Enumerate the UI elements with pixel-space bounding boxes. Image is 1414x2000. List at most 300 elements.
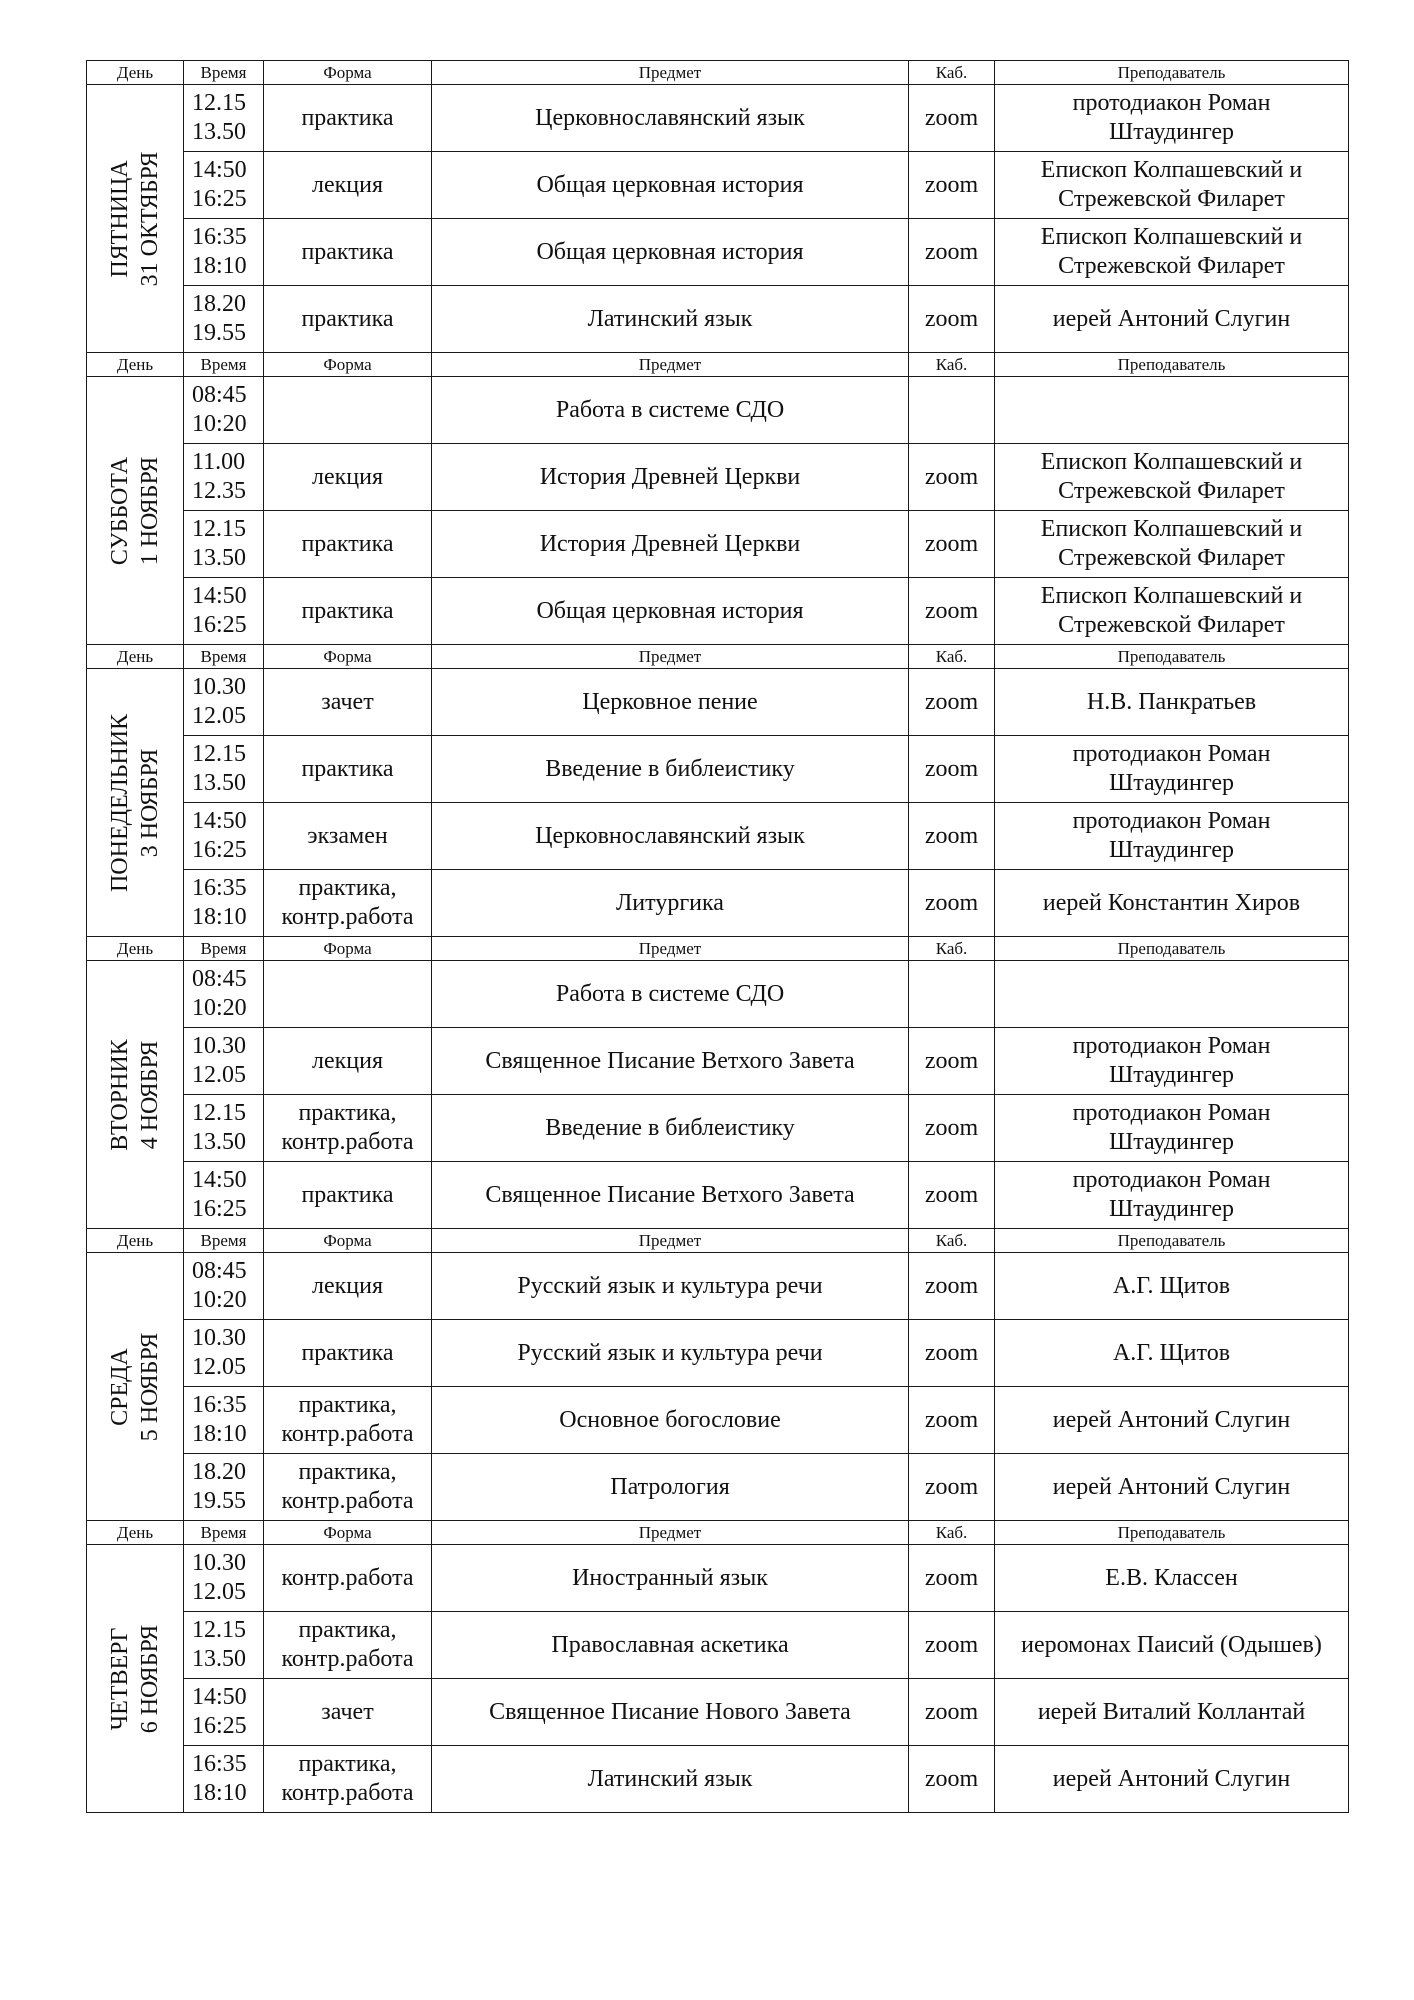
day-label [105,1332,165,1441]
time-cell [184,870,264,937]
subject-text: Церковное пение [582,688,758,715]
header-row [87,61,1349,85]
teacher-text: протодиакон Роман Штаудингер [1072,808,1271,863]
subject-text: Священное Писание Ветхого Завета [485,1047,855,1074]
subject-cell [432,1162,909,1229]
column-header-form: Форма [264,1229,432,1253]
teacher-cell [995,1095,1349,1162]
subject-cell [432,669,909,736]
form-text: зачет [321,1698,374,1725]
lesson-row [87,669,1349,736]
room-text: zoom [924,1564,979,1591]
time-cell [184,1746,264,1813]
column-header-room: Каб. [909,645,995,669]
teacher-text: иерей Антоний Слугин [1052,1473,1291,1500]
subject-cell [432,1095,909,1162]
room-cell [909,1612,995,1679]
lesson-row [87,377,1349,444]
subject-text: История Древней Церкви [539,463,801,490]
subject-cell [432,1545,909,1612]
end-time: 16:25 [192,1713,247,1739]
subject-text: Патрология [610,1473,730,1500]
teacher-cell [995,870,1349,937]
teacher-text: иеромонах Паисий (Одышев) [1021,1631,1322,1658]
end-time: 18:10 [192,1780,247,1806]
day-cell [87,85,184,353]
teacher-text: Епископ Колпашевский и Стрежевской Филарет [1040,449,1303,504]
column-header-form: Форма [264,645,432,669]
room-cell [909,1162,995,1229]
teacher-cell [995,219,1349,286]
subject-text: Введение в библеистику [545,755,795,782]
end-time: 12.35 [192,478,246,504]
form-text: практика [301,104,394,131]
form-text: практика [301,755,394,782]
form-text: практика, контр.работа [281,1392,414,1447]
column-header-subject: Предмет [432,1521,909,1545]
form-cell [264,1679,432,1746]
time-cell [184,1387,264,1454]
start-time: 10.30 [192,1550,246,1576]
room-cell [909,1028,995,1095]
time-cell [184,377,264,444]
subject-text: Священное Писание Нового Завета [489,1698,851,1725]
form-text: практика, контр.работа [281,1100,414,1155]
lesson-row [87,1320,1349,1387]
subject-text: Церковнославянский язык [535,822,805,849]
form-text: практика [301,1339,394,1366]
form-cell [264,578,432,645]
day-date: 1 НОЯБРЯ [137,456,163,565]
subject-text: История Древней Церкви [539,530,801,557]
time-cell [184,1679,264,1746]
day-name: ПОНЕДЕЛЬНИК [107,713,133,892]
teacher-cell [995,1679,1349,1746]
subject-cell [432,1612,909,1679]
room-cell [909,1095,995,1162]
header-row [87,1229,1349,1253]
start-time: 08:45 [192,1258,247,1284]
teacher-cell [995,1387,1349,1454]
lesson-row [87,736,1349,803]
time-cell [184,1162,264,1229]
start-time: 10.30 [192,1033,246,1059]
form-text: практика [301,530,394,557]
start-time: 18.20 [192,1459,246,1485]
column-header-time: Время [184,1521,264,1545]
column-header-subject: Предмет [432,353,909,377]
day-date: 3 НОЯБРЯ [137,748,163,857]
end-time: 16:25 [192,186,247,212]
column-header-time: Время [184,645,264,669]
room-text: zoom [924,463,979,490]
form-text: практика [301,1181,394,1208]
column-header-day: День [87,353,184,377]
room-cell [909,377,995,444]
room-cell [909,870,995,937]
day-label [105,456,165,565]
lesson-row [87,1095,1349,1162]
form-cell [264,870,432,937]
start-time: 14:50 [192,1684,247,1710]
start-time: 08:45 [192,382,247,408]
column-header-room: Каб. [909,61,995,85]
column-header-room: Каб. [909,1521,995,1545]
time-cell [184,286,264,353]
time-cell [184,85,264,152]
teacher-text: протодиакон Роман Штаудингер [1072,90,1271,145]
room-cell [909,1320,995,1387]
subject-text: Русский язык и культура речи [517,1339,823,1366]
teacher-cell [995,444,1349,511]
start-time: 16:35 [192,1392,247,1418]
time-cell [184,1095,264,1162]
end-time: 18:10 [192,253,247,279]
teacher-cell [995,511,1349,578]
room-cell [909,669,995,736]
subject-cell [432,1679,909,1746]
room-text: zoom [924,597,979,624]
form-cell [264,1095,432,1162]
form-cell [264,1612,432,1679]
room-text: zoom [924,530,979,557]
column-header-room: Каб. [909,1229,995,1253]
subject-cell [432,1253,909,1320]
room-cell [909,444,995,511]
teacher-cell [995,803,1349,870]
teacher-cell [995,1320,1349,1387]
subject-text: Латинский язык [587,1765,753,1792]
room-text: zoom [924,1047,979,1074]
subject-text: Литургика [616,889,724,916]
teacher-cell [995,578,1349,645]
teacher-cell [995,736,1349,803]
room-text: zoom [924,822,979,849]
column-header-subject: Предмет [432,61,909,85]
start-time: 14:50 [192,157,247,183]
form-text: лекция [311,463,383,490]
form-cell [264,736,432,803]
lesson-row [87,1612,1349,1679]
end-time: 12.05 [192,1062,246,1088]
form-cell [264,1746,432,1813]
room-cell [909,1679,995,1746]
column-header-subject: Предмет [432,645,909,669]
column-header-time: Время [184,1229,264,1253]
room-cell [909,1746,995,1813]
column-header-subject: Предмет [432,937,909,961]
teacher-text: иерей Антоний Слугин [1052,1406,1291,1433]
subject-cell [432,219,909,286]
subject-cell [432,85,909,152]
start-time: 14:50 [192,808,247,834]
time-cell [184,1454,264,1521]
end-time: 13.50 [192,545,246,571]
form-cell [264,377,432,444]
subject-text: Иностранный язык [572,1564,768,1591]
teacher-cell [995,961,1349,1028]
start-time: 16:35 [192,224,247,250]
day-name: СРЕДА [107,1347,133,1426]
form-cell [264,1162,432,1229]
teacher-cell [995,1162,1349,1229]
teacher-text: иерей Виталий Коллантай [1037,1698,1306,1725]
form-cell [264,286,432,353]
room-cell [909,286,995,353]
room-text: zoom [924,1272,979,1299]
start-time: 12.15 [192,1617,246,1643]
end-time: 13.50 [192,1646,246,1672]
end-time: 16:25 [192,612,247,638]
lesson-row [87,1162,1349,1229]
teacher-text: протодиакон Роман Штаудингер [1072,1033,1271,1088]
teacher-cell [995,669,1349,736]
teacher-text: Епископ Колпашевский и Стрежевской Филарет [1040,583,1303,638]
subject-cell [432,1454,909,1521]
form-cell [264,1028,432,1095]
room-cell [909,1253,995,1320]
form-cell [264,444,432,511]
teacher-cell [995,1253,1349,1320]
start-time: 12.15 [192,1100,246,1126]
form-cell [264,511,432,578]
column-header-teacher: Преподаватель [995,1521,1349,1545]
column-header-room: Каб. [909,353,995,377]
teacher-text: Епископ Колпашевский и Стрежевской Филарет [1040,516,1303,571]
form-text: практика, контр.работа [281,1617,414,1672]
form-text: практика, контр.работа [281,1751,414,1806]
start-time: 08:45 [192,966,247,992]
teacher-text: иерей Антоний Слугин [1052,305,1291,332]
subject-cell [432,961,909,1028]
form-cell [264,219,432,286]
room-cell [909,511,995,578]
teacher-text: Н.В. Панкратьев [1086,688,1257,715]
header-row [87,937,1349,961]
lesson-row [87,1545,1349,1612]
column-header-teacher: Преподаватель [995,1229,1349,1253]
end-time: 16:25 [192,837,247,863]
subject-cell [432,377,909,444]
subject-cell [432,152,909,219]
subject-text: Священное Писание Ветхого Завета [485,1181,855,1208]
teacher-text: протодиакон Роман Штаудингер [1072,1167,1271,1222]
start-time: 11.00 [192,449,246,475]
lesson-row [87,1387,1349,1454]
room-cell [909,803,995,870]
subject-cell [432,286,909,353]
lesson-row [87,219,1349,286]
time-cell [184,444,264,511]
form-text: лекция [311,171,383,198]
end-time: 13.50 [192,770,246,796]
start-time: 16:35 [192,875,247,901]
lesson-row [87,511,1349,578]
subject-text: Общая церковная история [536,238,804,265]
teacher-text: протодиакон Роман Штаудингер [1072,1100,1271,1155]
end-time: 12.05 [192,703,246,729]
room-text: zoom [924,238,979,265]
form-text: практика, контр.работа [281,875,414,930]
column-header-form: Форма [264,937,432,961]
end-time: 13.50 [192,119,246,145]
room-text: zoom [924,889,979,916]
lesson-row [87,1679,1349,1746]
teacher-cell [995,1612,1349,1679]
subject-cell [432,870,909,937]
time-cell [184,1612,264,1679]
subject-cell [432,444,909,511]
subject-cell [432,1746,909,1813]
teacher-cell [995,85,1349,152]
subject-cell [432,736,909,803]
form-cell [264,1320,432,1387]
start-time: 12.15 [192,90,246,116]
room-text: zoom [924,688,979,715]
subject-text: Церковнославянский язык [535,104,805,131]
room-cell [909,1387,995,1454]
room-text: zoom [924,1698,979,1725]
form-text: практика, контр.работа [281,1459,414,1514]
day-cell [87,377,184,645]
day-cell [87,669,184,937]
subject-text: Русский язык и культура речи [517,1272,823,1299]
day-date: 4 НОЯБРЯ [137,1040,163,1149]
day-cell [87,1545,184,1813]
form-cell [264,152,432,219]
subject-text: Работа в системе СДО [555,396,785,423]
subject-cell [432,1028,909,1095]
subject-text: Введение в библеистику [545,1114,795,1141]
lesson-row [87,1253,1349,1320]
day-name: СУББОТА [107,456,133,565]
lesson-row [87,152,1349,219]
teacher-text: иерей Антоний Слугин [1052,1765,1291,1792]
room-text: zoom [924,1765,979,1792]
end-time: 18:10 [192,904,247,930]
subject-cell [432,803,909,870]
start-time: 10.30 [192,1325,246,1351]
subject-text: Основное богословие [559,1406,781,1433]
room-text: zoom [924,1406,979,1433]
subject-cell [432,1320,909,1387]
form-text: зачет [321,688,374,715]
lesson-row [87,85,1349,152]
column-header-form: Форма [264,1521,432,1545]
end-time: 10:20 [192,1287,247,1313]
time-cell [184,669,264,736]
day-name: ЧЕТВЕРГ [107,1627,133,1730]
form-cell [264,1545,432,1612]
schedule-table [86,60,1349,1813]
end-time: 16:25 [192,1196,247,1222]
form-text: контр.работа [281,1564,414,1591]
schedule-sheet [86,60,1348,1813]
form-cell [264,669,432,736]
time-cell [184,152,264,219]
form-cell [264,1454,432,1521]
lesson-row [87,1454,1349,1521]
end-time: 10:20 [192,411,247,437]
teacher-cell [995,1545,1349,1612]
column-header-day: День [87,1521,184,1545]
subject-cell [432,511,909,578]
column-header-time: Время [184,353,264,377]
lesson-row [87,870,1349,937]
lesson-row [87,961,1349,1028]
form-cell [264,961,432,1028]
schedule-body [87,61,1349,1813]
lesson-row [87,1028,1349,1095]
day-label [105,1624,165,1733]
lesson-row [87,803,1349,870]
form-cell [264,1387,432,1454]
form-cell [264,803,432,870]
teacher-cell [995,152,1349,219]
form-cell [264,85,432,152]
time-cell [184,736,264,803]
end-time: 10:20 [192,995,247,1021]
end-time: 12.05 [192,1579,246,1605]
column-header-time: Время [184,937,264,961]
time-cell [184,1028,264,1095]
teacher-text: протодиакон Роман Штаудингер [1072,741,1271,796]
form-text: практика [301,305,394,332]
time-cell [184,1320,264,1387]
room-text: zoom [924,1181,979,1208]
day-label [105,151,165,286]
subject-text: Работа в системе СДО [555,980,785,1007]
teacher-cell [995,1454,1349,1521]
start-time: 18.20 [192,291,246,317]
room-text: zoom [924,1473,979,1500]
day-date: 5 НОЯБРЯ [137,1332,163,1441]
end-time: 18:10 [192,1421,247,1447]
column-header-day: День [87,645,184,669]
room-cell [909,1545,995,1612]
column-header-subject: Предмет [432,1229,909,1253]
lesson-row [87,1746,1349,1813]
teacher-text: А.Г. Щитов [1112,1272,1231,1299]
teacher-text: Епископ Колпашевский и Стрежевской Филарет [1040,157,1303,212]
teacher-cell [995,377,1349,444]
lesson-row [87,444,1349,511]
end-time: 12.05 [192,1354,246,1380]
teacher-text: А.Г. Щитов [1112,1339,1231,1366]
subject-text: Общая церковная история [536,171,804,198]
column-header-time: Время [184,61,264,85]
room-cell [909,736,995,803]
column-header-day: День [87,1229,184,1253]
start-time: 12.15 [192,516,246,542]
teacher-cell [995,1028,1349,1095]
teacher-text: иерей Константин Хиров [1042,889,1301,916]
teacher-cell [995,1746,1349,1813]
day-label [105,713,165,891]
start-time: 14:50 [192,583,247,609]
subject-text: Латинский язык [587,305,753,332]
day-name: ВТОРНИК [107,1038,133,1151]
time-cell [184,803,264,870]
time-cell [184,578,264,645]
start-time: 10.30 [192,674,246,700]
day-label [105,1039,165,1150]
start-time: 16:35 [192,1751,247,1777]
room-cell [909,85,995,152]
room-cell [909,578,995,645]
header-row [87,1521,1349,1545]
subject-text: Православная аскетика [551,1631,789,1658]
